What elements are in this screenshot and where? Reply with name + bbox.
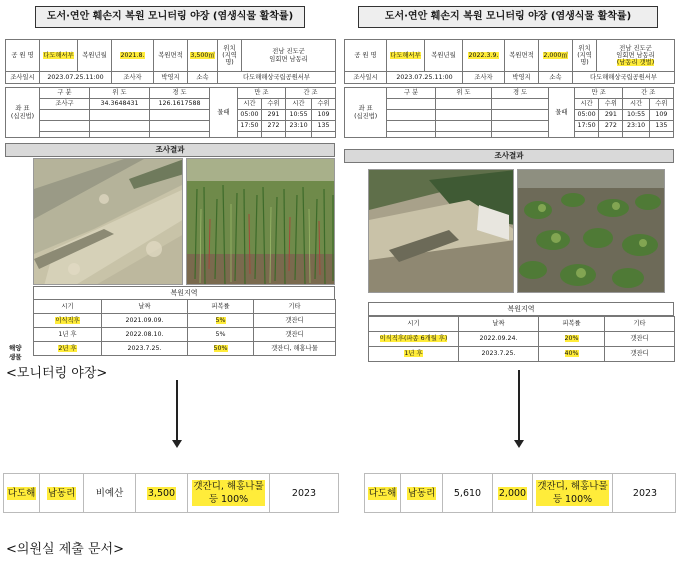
- location-cell: [597, 40, 675, 72]
- location-value: 전남 진도군 임회면 남동리: [242, 40, 336, 72]
- right-coord-tide-table: [344, 87, 674, 138]
- coord-lat-value: 34.3648431: [90, 99, 150, 110]
- record-period: 이식직후(파종 6개월 후): [379, 335, 448, 343]
- location-value: 전남 진도군 임회면 남동리: [616, 44, 655, 59]
- summary-result: 갯잔디, 해홍나물 등 100%: [537, 481, 608, 505]
- record-date: 2022.08.10.: [102, 328, 188, 342]
- tide-cell: 272: [599, 121, 623, 132]
- tide-cell: 135: [649, 121, 673, 132]
- tide-cell: 17:50: [238, 121, 262, 132]
- tide-sub-time: 시간: [238, 99, 262, 110]
- record-etc: 갯잔디: [605, 347, 675, 362]
- coord-header-lat: 위 도: [435, 88, 492, 99]
- records-header-date: 날짜: [102, 300, 188, 314]
- tide-cell: 135: [312, 121, 336, 132]
- marine-life-label: 해양 생물: [9, 344, 22, 361]
- tide-sub-time: 시간: [623, 99, 649, 110]
- left-results-band: 조사결과: [5, 143, 335, 157]
- coord-header-lon: 경 도: [492, 88, 549, 99]
- caption-submitted-document: <의원실 제출 문서>: [6, 542, 124, 557]
- tide-cell: 23:10: [623, 121, 649, 132]
- tide-cell: 109: [649, 110, 673, 121]
- record-period: 이식직후: [55, 316, 80, 324]
- tide-cell: 291: [262, 110, 286, 121]
- record-period: 2년 후: [58, 344, 77, 352]
- records-header-etc: 기타: [605, 317, 675, 332]
- coord-kind-value: 조사구: [40, 99, 90, 110]
- label-restore-area: 복원면적: [505, 40, 539, 72]
- summary-budget: 5,610: [453, 487, 482, 499]
- label-location: 위치 (지역명): [573, 40, 597, 72]
- location-tidal-flat: (남동리 갯벌): [616, 59, 655, 67]
- right-info-table: [344, 39, 675, 84]
- right-results-band: 조사결과: [344, 149, 674, 163]
- left-monitoring-sheet: [3, 3, 336, 362]
- record-date: 2022.09.24.: [459, 332, 539, 347]
- tide-sub-level: 수위: [312, 99, 336, 110]
- tide-low-header: 간 조: [286, 88, 336, 99]
- label-restore-date: 복원년월: [78, 40, 112, 72]
- restore-area-value: 3,500㎡: [190, 51, 215, 59]
- tide-sub-time: 시간: [575, 99, 599, 110]
- affiliation-value: 다도해해상국립공원서부: [573, 72, 675, 84]
- right-aerial-photo: [368, 169, 514, 293]
- record-date: 2021.09.09.: [102, 314, 188, 328]
- coord-header-lon: 경 도: [150, 88, 210, 99]
- tide-cell: 10:55: [286, 110, 312, 121]
- right-ground-photo: [517, 169, 665, 293]
- label-restore-area: 복원면적: [154, 40, 188, 72]
- summary-area: 2,000: [498, 487, 527, 499]
- label-affiliation: 소속: [188, 72, 218, 84]
- record-period: 1년 후: [404, 350, 423, 358]
- tide-sub-level: 수위: [262, 99, 286, 110]
- label-restore-date: 복원년월: [425, 40, 463, 72]
- label-surveyor: 조사자: [112, 72, 154, 84]
- tide-high-header: 만 조: [575, 88, 623, 99]
- coord-header-lat: 위 도: [90, 88, 150, 99]
- summary-park: 다도해: [7, 487, 36, 499]
- tide-cell: 10:55: [623, 110, 649, 121]
- left-ground-photo: [186, 158, 335, 285]
- tide-cell: 109: [312, 110, 336, 121]
- label-survey-date: 조사일시: [6, 72, 40, 84]
- down-arrow-icon: [514, 370, 524, 448]
- record-etc: 갯잔디: [254, 328, 336, 342]
- tide-cell: 05:00: [575, 110, 599, 121]
- record-coverage: 50%: [213, 344, 228, 352]
- left-area-band: 복원지역: [33, 286, 335, 300]
- tide-cell: 17:50: [575, 121, 599, 132]
- tide-high-header: 만 조: [238, 88, 286, 99]
- records-header-date: 날짜: [459, 317, 539, 332]
- records-header-etc: 기타: [254, 300, 336, 314]
- record-coverage: 20%: [564, 335, 579, 343]
- tide-sub-level: 수위: [599, 99, 623, 110]
- left-coord-tide-table: [5, 87, 336, 138]
- affiliation-value: 다도해해상국립공원서부: [218, 72, 336, 84]
- restore-date-value: 2022.3.9.: [468, 51, 499, 59]
- caption-monitoring-sheet: <모니터링 야장>: [6, 366, 108, 381]
- records-header-period: 시기: [34, 300, 102, 314]
- down-arrow-icon: [172, 380, 182, 448]
- coord-label: 좌 표 (십진법): [345, 88, 387, 138]
- summary-location: 남동리: [47, 487, 76, 499]
- record-etc: 갯잔디: [254, 314, 336, 328]
- summary-row-right: [364, 473, 676, 513]
- record-date: 2023.7.25.: [102, 342, 188, 356]
- summary-budget: 비예산: [95, 487, 124, 499]
- coord-header-kind: 구 분: [40, 88, 90, 99]
- right-monitoring-sheet: [342, 3, 676, 363]
- restore-area-value: 2,000㎡: [543, 51, 568, 59]
- right-sheet-title: 도서·연안 훼손지 복원 모니터링 야장 (염생식물 활착률): [358, 6, 658, 28]
- left-records-table: [33, 299, 336, 356]
- summary-location: 남동리: [407, 487, 436, 499]
- records-header-coverage: 피복률: [539, 317, 605, 332]
- label-park-name: 공 원 명: [6, 40, 40, 72]
- coord-header-kind: 구 분: [387, 88, 435, 99]
- record-coverage: 5%: [188, 328, 254, 342]
- right-area-band: 복원지역: [368, 302, 674, 316]
- tide-cell: 23:10: [286, 121, 312, 132]
- tide-label: 물때: [210, 88, 238, 138]
- survey-date-value: 2023.07.25.11:00: [387, 72, 463, 84]
- left-info-table: [5, 39, 336, 84]
- label-location: 위치 (지역명): [218, 40, 242, 72]
- tide-sub-time: 시간: [286, 99, 312, 110]
- park-name-value: 다도해서부: [43, 51, 74, 59]
- summary-area: 3,500: [147, 487, 176, 499]
- left-aerial-photo: [33, 158, 183, 285]
- records-header-period: 시기: [369, 317, 459, 332]
- surveyor-value: 박영지: [505, 72, 539, 84]
- summary-result: 갯잔디, 해홍나물 등 100%: [193, 481, 264, 505]
- record-coverage: 5%: [215, 316, 226, 324]
- label-affiliation: 소속: [539, 72, 573, 84]
- tide-cell: 291: [599, 110, 623, 121]
- label-park-name: 공 원 명: [345, 40, 387, 72]
- record-period: 1년 후: [34, 328, 102, 342]
- records-header-coverage: 피복률: [188, 300, 254, 314]
- record-etc: 갯잔디: [605, 332, 675, 347]
- tide-sub-level: 수위: [649, 99, 673, 110]
- right-records-table: [368, 316, 675, 362]
- left-sheet-title: 도서·연안 훼손지 복원 모니터링 야장 (염생식물 활착률): [35, 6, 305, 28]
- summary-year: 2023: [632, 487, 658, 499]
- restore-date-value: 2021.8.: [120, 51, 145, 59]
- record-coverage: 40%: [564, 350, 579, 358]
- summary-row-left: [3, 473, 339, 513]
- coord-label: 좌 표 (십진법): [6, 88, 40, 138]
- tide-cell: 272: [262, 121, 286, 132]
- summary-park: 다도해: [368, 487, 397, 499]
- tide-cell: 05:00: [238, 110, 262, 121]
- tide-label: 물때: [548, 88, 574, 138]
- surveyor-value: 박영지: [154, 72, 188, 84]
- coord-lon-value: 126.1617588: [150, 99, 210, 110]
- record-date: 2023.7.25.: [459, 347, 539, 362]
- park-name-value: 다도해서부: [390, 51, 421, 59]
- tide-low-header: 간 조: [623, 88, 674, 99]
- summary-year: 2023: [291, 487, 317, 499]
- survey-date-value: 2023.07.25.11:00: [40, 72, 112, 84]
- label-survey-date: 조사일시: [345, 72, 387, 84]
- record-etc: 갯잔디, 해홍나물: [254, 342, 336, 356]
- label-surveyor: 조사자: [463, 72, 505, 84]
